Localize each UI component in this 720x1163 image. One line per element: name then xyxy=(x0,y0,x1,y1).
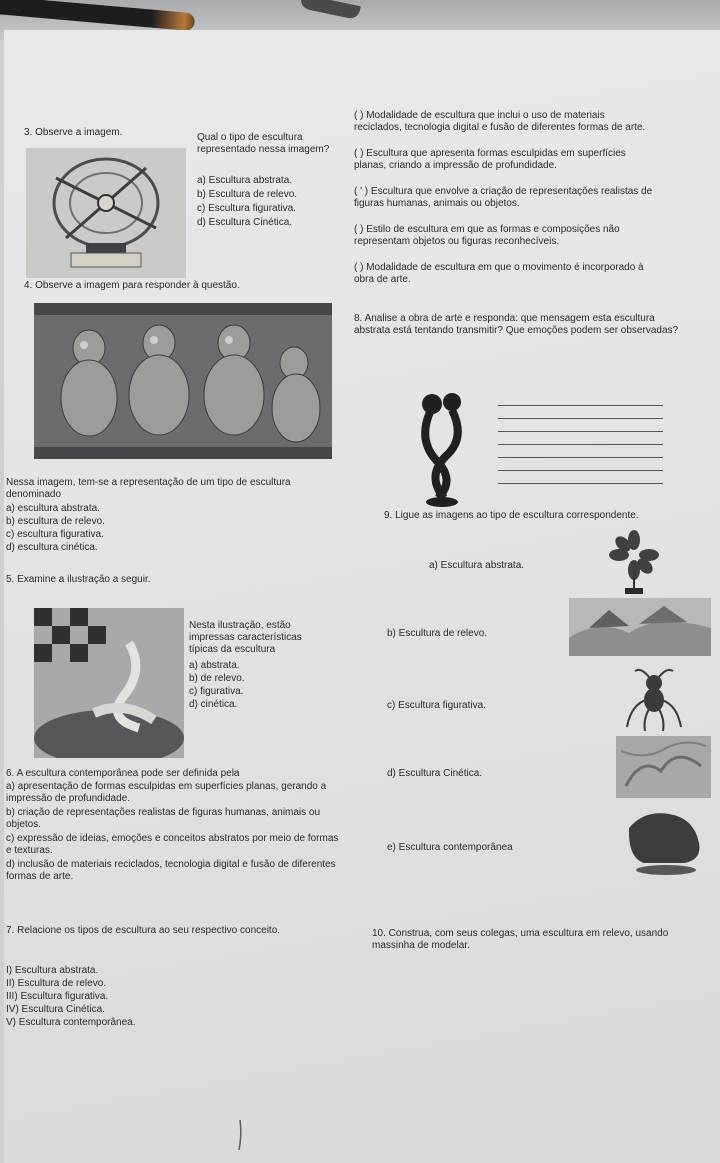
relief-landscape-image xyxy=(569,598,711,656)
answer-line-1[interactable] xyxy=(498,405,663,406)
q10-title: 10. Construa, com seus colegas, uma escultura em relevo, usando massinha de modelar. xyxy=(372,928,669,951)
q4-option-c[interactable]: c) escultura figurativa. xyxy=(6,529,104,540)
q4-title: 4. Observe a imagem para responder à questão. xyxy=(24,280,240,291)
q3-title: 3. Observe a imagem. xyxy=(24,127,123,138)
q7-statement-3[interactable]: ( ' ) Escultura que envolve a criação de representações realistas de figuras humanas, animais ou objetos. xyxy=(354,186,653,209)
answer-line-6[interactable] xyxy=(498,470,663,471)
q7-item-4: IV) Escultura Cinética. xyxy=(6,1004,105,1015)
q7-title: 7. Relacione os tipos de escultura ao seu respectivo conceito. xyxy=(6,925,281,936)
pen-object xyxy=(0,0,195,31)
q9-option-e[interactable]: e) Escultura contemporânea xyxy=(387,842,513,853)
q7-statement-4[interactable]: ( ) Estilo de escultura em que as formas e composições não representam objetos ou figuras reconhecíveis. xyxy=(354,224,620,247)
q3-question: Qual o tipo de escultura representado nessa imagem? xyxy=(197,132,330,155)
q5-option-d[interactable]: d) cinética. xyxy=(189,699,238,710)
q4-option-b[interactable]: b) escultura de relevo. xyxy=(6,516,105,527)
q9-option-b[interactable]: b) Escultura de relevo. xyxy=(387,628,488,639)
answer-line-4[interactable] xyxy=(498,444,663,445)
q6-option-a[interactable]: a) apresentação de formas esculpidas em superfícies planas, gerando a impressão de profundidade. xyxy=(6,781,327,804)
q4-option-a[interactable]: a) escultura abstrata. xyxy=(6,503,100,514)
answer-line-5[interactable] xyxy=(498,457,663,458)
kinetic-flower-image xyxy=(609,530,659,596)
q3-option-d[interactable]: d) Escultura Cinética. xyxy=(197,217,293,228)
q7-statement-2[interactable]: ( ) Escultura que apresenta formas esculpidas em superfícies planas, criando a impressão de profundidade. xyxy=(354,148,626,171)
q3-option-a[interactable]: a) Escultura abstrata. xyxy=(197,175,293,186)
q7-statement-5[interactable]: ( ) Modalidade de escultura em que o movimento é incorporado à obra de arte. xyxy=(354,262,644,285)
q6-option-d[interactable]: d) inclusão de materiais reciclados, tecnologia digital e fusão de diferentes formas de arte. xyxy=(6,859,336,882)
q7-item-3: III) Escultura figurativa. xyxy=(6,991,109,1002)
kinetic-sculpture-photo xyxy=(26,148,186,278)
q5-stem: Nesta ilustração, estão impressas características típicas da escultura xyxy=(189,620,302,655)
q7-item-1: I) Escultura abstrata. xyxy=(6,965,99,976)
pencil-mark xyxy=(236,1120,244,1150)
q9-option-a[interactable]: a) Escultura abstrata. xyxy=(429,560,525,571)
q7-statement-1[interactable]: ( ) Modalidade de escultura que inclui o uso de materiais reciclados, tecnologia digital e fusão de diferentes formas de arte. xyxy=(354,110,646,133)
q6-option-c[interactable]: c) expressão de ideias, emoções e conceitos abstratos por meio de formas e texturas. xyxy=(6,833,339,856)
abstract-sculpture-photo xyxy=(416,390,468,510)
figurative-insect-image xyxy=(619,665,689,735)
q4-stem: Nessa imagem, tem-se a representação de um tipo de escultura denominado xyxy=(6,477,291,500)
q5-option-b[interactable]: b) de relevo. xyxy=(189,673,245,684)
relief-sculpture-photo xyxy=(34,303,332,459)
q9-title: 9. Ligue as imagens ao tipo de escultura correspondente. xyxy=(384,510,639,521)
q7-item-2: II) Escultura de relevo. xyxy=(6,978,107,989)
answer-line-3[interactable] xyxy=(498,431,663,432)
answer-line-2[interactable] xyxy=(498,418,663,419)
q3-option-b[interactable]: b) Escultura de relevo. xyxy=(197,189,298,200)
q7-item-5: V) Escultura contemporânea. xyxy=(6,1017,136,1028)
contemporary-frog-image xyxy=(624,808,709,876)
q9-option-d[interactable]: d) Escultura Cinética. xyxy=(387,768,483,779)
answer-line-7[interactable] xyxy=(498,483,663,484)
worksheet-page xyxy=(4,30,720,1163)
q3-option-c[interactable]: c) Escultura figurativa. xyxy=(197,203,296,214)
q5-option-a[interactable]: a) abstrata. xyxy=(189,660,240,671)
figurative-illustration xyxy=(34,608,184,758)
q9-option-c[interactable]: c) Escultura figurativa. xyxy=(387,700,486,711)
q8-title: 8. Analise a obra de arte e responda: que mensagem esta escultura abstrata está tentando transmitir? Que emoções podem ser observadas? xyxy=(354,313,679,336)
q4-option-d[interactable]: d) escultura cinética. xyxy=(6,542,98,553)
pen-cap-object xyxy=(299,0,361,20)
stone-relief-image xyxy=(616,736,711,798)
q6-option-b[interactable]: b) criação de representações realistas de figuras humanas, animais ou objetos. xyxy=(6,807,321,830)
q5-title: 5. Examine a ilustração a seguir. xyxy=(6,574,151,585)
q6-title: 6. A escultura contemporânea pode ser definida pela xyxy=(6,768,240,779)
q5-option-c[interactable]: c) figurativa. xyxy=(189,686,244,697)
